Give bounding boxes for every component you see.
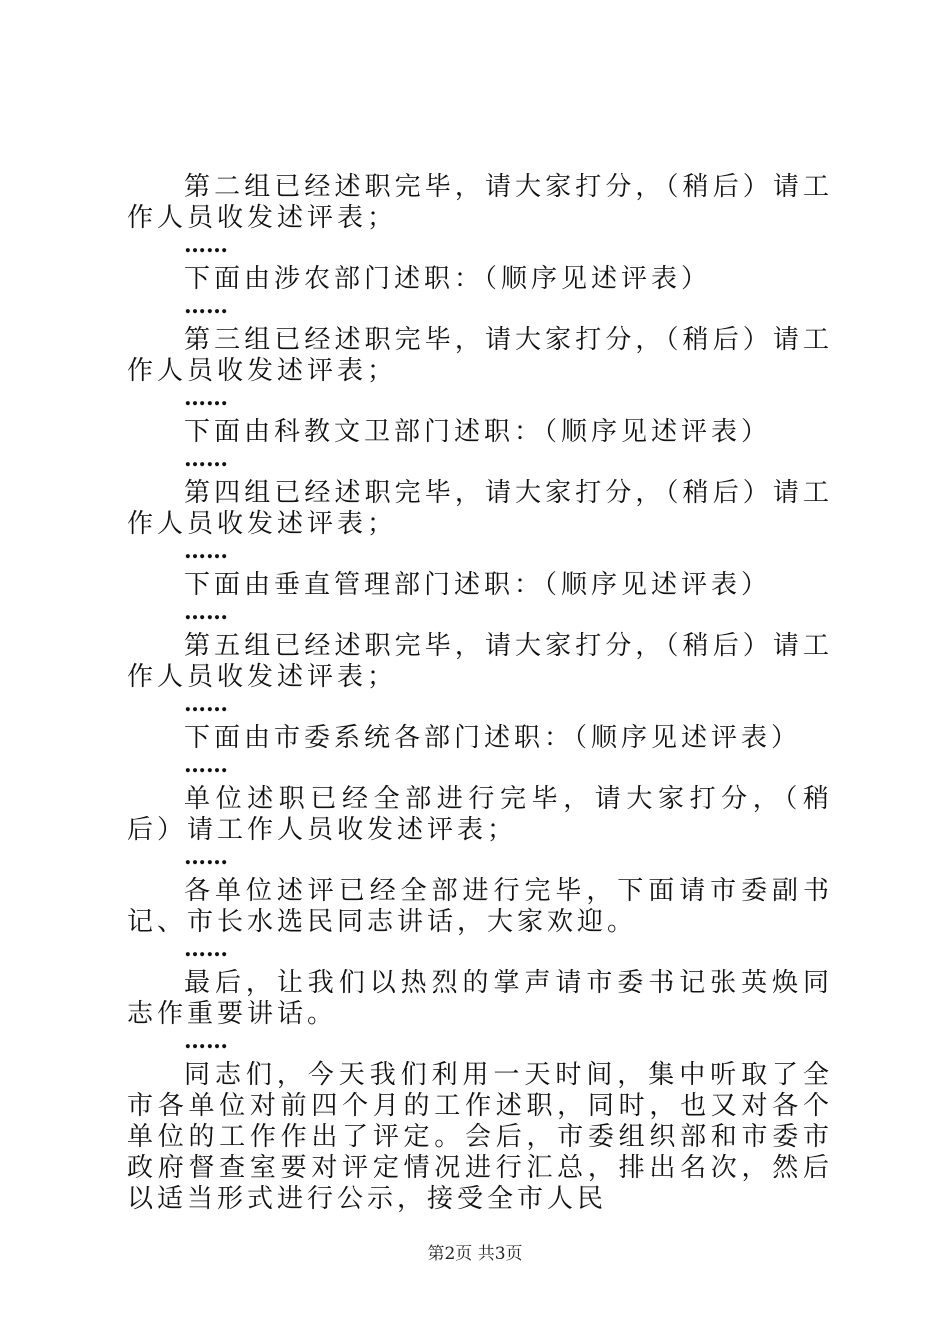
paragraph-secretary-speech: 最后，让我们以热烈的掌声请市委书记张英焕同志作重要讲话。 — [127, 968, 833, 1029]
paragraph-agriculture: 下面由涉农部门述职：（顺序见述评表） — [184, 264, 712, 294]
ellipsis-marker: …… — [184, 538, 228, 564]
ellipsis-marker: …… — [184, 232, 228, 258]
paragraph-vertical-management: 下面由垂直管理部门述职：（顺序见述评表） — [184, 570, 772, 600]
paragraph-party-committee: 下面由市委系统各部门述职：（顺序见述评表） — [184, 723, 802, 753]
ellipsis-marker: …… — [184, 844, 228, 870]
paragraph-science-education: 下面由科教文卫部门述职：（顺序见述评表） — [184, 417, 772, 447]
page-footer: 第2页 共3页 — [427, 1244, 523, 1264]
paragraph-group3-done: 第三组已经述职完毕，请大家打分，（稍后）请工作人员收发述评表； — [127, 325, 833, 386]
paragraph-mayor-speech: 各单位述评已经全部进行完毕，下面请市委副书记、市长水选民同志讲话，大家欢迎。 — [127, 876, 833, 937]
ellipsis-marker: …… — [184, 599, 228, 625]
ellipsis-marker: …… — [184, 446, 228, 472]
paragraph-group5-done: 第五组已经述职完毕，请大家打分，（稍后）请工作人员收发述评表； — [127, 631, 833, 692]
ellipsis-marker: …… — [184, 1028, 228, 1054]
ellipsis-marker: …… — [184, 936, 228, 962]
ellipsis-marker: …… — [184, 691, 228, 717]
ellipsis-marker: …… — [184, 385, 228, 411]
paragraph-group2-done: 第二组已经述职完毕，请大家打分，（稍后）请工作人员收发述评表； — [127, 172, 833, 233]
ellipsis-marker: …… — [184, 752, 228, 778]
paragraph-closing-remarks: 同志们，今天我们利用一天时间，集中听取了全市各单位对前四个月的工作述职，同时，也又对各个单位的工作作出了评定。会后，市委组织部和市委市政府督查室要对评定情况进行汇总，排出名次，然后以适当形式进行公示，接受全市人民 — [127, 1060, 833, 1214]
document-body — [127, 172, 833, 1215]
paragraph-group4-done: 第四组已经述职完毕，请大家打分，（稍后）请工作人员收发述评表； — [127, 478, 833, 539]
ellipsis-marker: …… — [184, 293, 228, 319]
paragraph-units-done: 单位述职已经全部进行完毕，请大家打分，（稍后）请工作人员收发述评表； — [127, 784, 833, 845]
